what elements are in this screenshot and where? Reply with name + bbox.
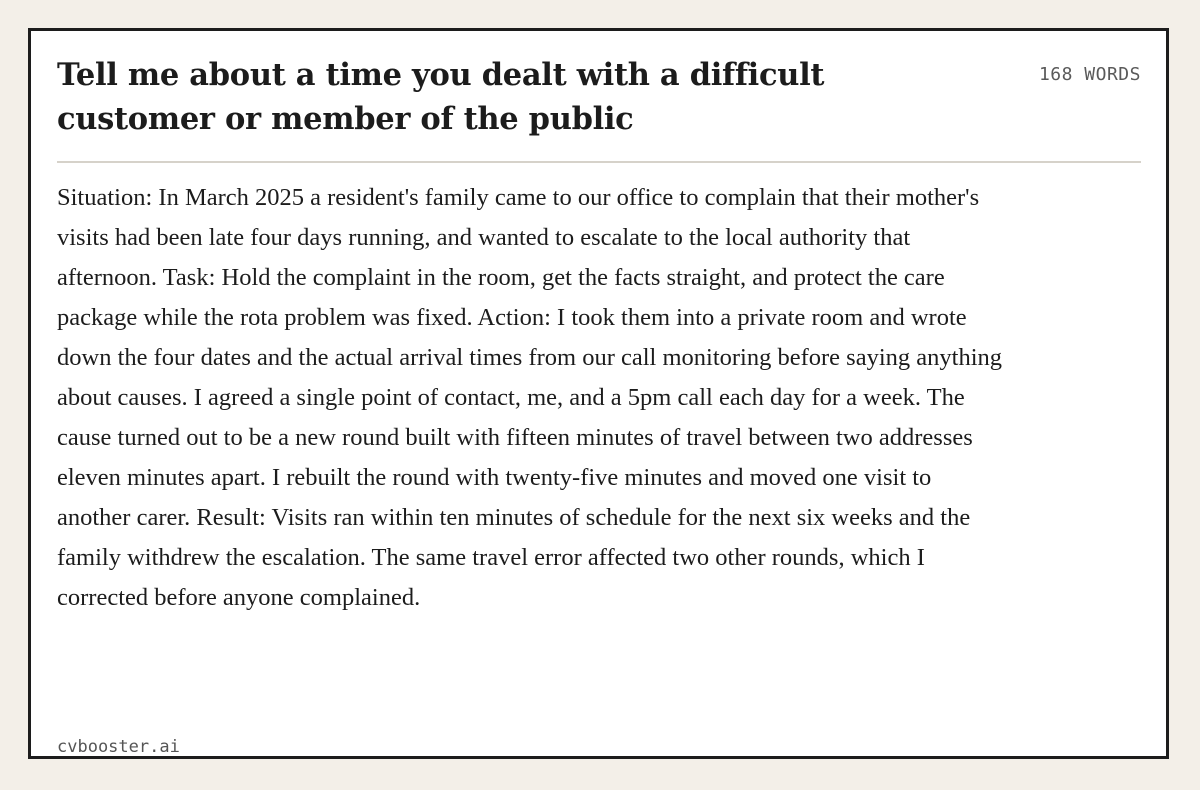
divider bbox=[57, 161, 1141, 163]
question-title: Tell me about a time you dealt with a difficult customer or member of the public bbox=[57, 57, 825, 137]
answer-text: Situation: In March 2025 a resident's family came to our office to complain that their mother's visits had been late four days running, and wanted to escalate to the local authority that afternoon. Task: Hold the complaint in the room, get the facts straight, and protect the care package while the rota problem was fixed. Action: I took them into a private room and wrote down the four dates and the actual arrival times from our call monitoring before saying anything about causes. I agreed a single point of contact, me, and a 5pm call each day for a week. The cause turned out to be a new round built with fifteen minutes of travel between two addresses eleven minutes apart. I rebuilt the round with twenty-five minutes and moved one visit to another carer. Result: Visits ran within ten minutes of schedule for the next six weeks and the family withdrew the escalation. The same travel error affected two other rounds, which I corrected before anyone complained. bbox=[57, 184, 1003, 611]
brand-label: cvbooster.ai bbox=[57, 737, 180, 757]
answer-card bbox=[28, 28, 1169, 759]
word-count-badge: 168 WORDS bbox=[1038, 64, 1141, 85]
